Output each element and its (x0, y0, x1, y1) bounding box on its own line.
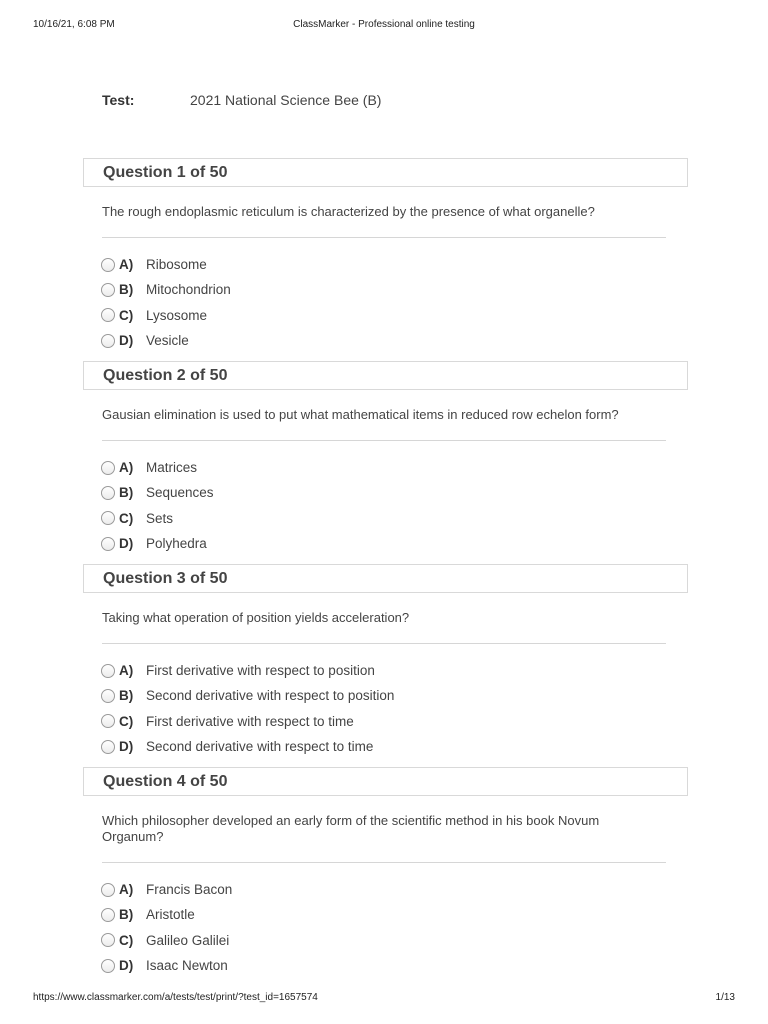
answer-option[interactable] (101, 928, 688, 953)
radio-button[interactable] (101, 689, 115, 703)
options-list (101, 252, 688, 353)
option-letter: B) (119, 282, 134, 298)
answer-option[interactable] (101, 658, 688, 683)
option-letter: D) (119, 739, 134, 755)
option-letter: C) (119, 713, 134, 729)
option-letter: B) (119, 485, 134, 501)
print-footer (0, 992, 768, 1006)
question-text: Which philosopher developed an early form of the scientific method in his book Novum Organum? (102, 813, 600, 844)
option-letter: C) (119, 932, 134, 948)
divider (102, 440, 666, 441)
option-text: Isaac Newton (146, 958, 228, 974)
option-text: Matrices (146, 460, 198, 476)
radio-button[interactable] (101, 511, 115, 525)
question-header: Question 3 of 50 (83, 564, 688, 593)
option-letter: A) (119, 460, 134, 476)
answer-option[interactable] (101, 953, 688, 978)
option-text: First derivative with respect to time (146, 713, 354, 729)
options-list (101, 658, 688, 759)
radio-button[interactable] (101, 933, 115, 947)
question-header: Question 4 of 50 (83, 767, 688, 796)
option-text: Sets (146, 510, 174, 526)
option-letter: C) (119, 307, 134, 323)
option-text: Second derivative with respect to time (146, 739, 374, 755)
divider (102, 237, 666, 238)
option-text: Polyhedra (146, 536, 207, 552)
option-text: Galileo Galilei (146, 932, 230, 948)
option-letter: A) (119, 257, 134, 273)
answer-option[interactable] (101, 480, 688, 505)
question-header: Question 1 of 50 (83, 158, 688, 187)
option-letter: D) (119, 333, 134, 349)
option-text: Sequences (146, 485, 214, 501)
radio-button[interactable] (101, 908, 115, 922)
option-text: Second derivative with respect to position (146, 688, 395, 704)
radio-button[interactable] (101, 664, 115, 678)
question-block (83, 361, 688, 556)
test-info (102, 92, 381, 108)
option-letter: C) (119, 510, 134, 526)
option-text: Ribosome (146, 257, 207, 273)
radio-button[interactable] (101, 283, 115, 297)
answer-option[interactable] (101, 506, 688, 531)
answer-option[interactable] (101, 252, 688, 277)
option-letter: B) (119, 688, 134, 704)
answer-option[interactable] (101, 303, 688, 328)
radio-button[interactable] (101, 740, 115, 754)
divider (102, 643, 666, 644)
answer-option[interactable] (101, 531, 688, 556)
options-list (101, 877, 688, 978)
print-url: https://www.classmarker.com/a/tests/test/print/?test_id=1657574 (33, 992, 318, 1003)
print-datetime: 10/16/21, 6:08 PM (33, 19, 115, 30)
radio-button[interactable] (101, 334, 115, 348)
answer-option[interactable] (101, 683, 688, 708)
radio-button[interactable] (101, 308, 115, 322)
option-letter: A) (119, 882, 134, 898)
answer-option[interactable] (101, 328, 688, 353)
option-text: Mitochondrion (146, 282, 231, 298)
option-letter: D) (119, 958, 134, 974)
radio-button[interactable] (101, 258, 115, 272)
radio-button[interactable] (101, 486, 115, 500)
radio-button[interactable] (101, 714, 115, 728)
answer-option[interactable] (101, 455, 688, 480)
option-text: Aristotle (146, 907, 195, 923)
option-letter: A) (119, 663, 134, 679)
question-text: Gausian elimination is used to put what mathematical items in reduced row echelon form? (102, 407, 619, 422)
print-title: ClassMarker - Professional online testing (293, 19, 475, 30)
answer-option[interactable] (101, 902, 688, 927)
options-list (101, 455, 688, 556)
question-text: Taking what operation of position yields acceleration? (102, 610, 410, 625)
option-letter: B) (119, 907, 134, 923)
radio-button[interactable] (101, 537, 115, 551)
answer-option[interactable] (101, 277, 688, 302)
test-label: Test: (102, 92, 135, 108)
question-block (83, 767, 688, 978)
page-number: 1/13 (715, 992, 735, 1003)
option-text: First derivative with respect to position (146, 663, 375, 679)
option-text: Lysosome (146, 307, 208, 323)
question-header: Question 2 of 50 (83, 361, 688, 390)
option-text: Francis Bacon (146, 882, 233, 898)
question-block (83, 564, 688, 759)
test-name: 2021 National Science Bee (B) (190, 92, 382, 108)
divider (102, 862, 666, 863)
radio-button[interactable] (101, 959, 115, 973)
option-letter: D) (119, 536, 134, 552)
answer-option[interactable] (101, 709, 688, 734)
question-block (83, 158, 688, 353)
question-text: The rough endoplasmic reticulum is characterized by the presence of what organelle? (102, 204, 595, 219)
radio-button[interactable] (101, 461, 115, 475)
answer-option[interactable] (101, 877, 688, 902)
answer-option[interactable] (101, 734, 688, 759)
option-text: Vesicle (146, 333, 189, 349)
radio-button[interactable] (101, 883, 115, 897)
print-header (0, 19, 768, 33)
